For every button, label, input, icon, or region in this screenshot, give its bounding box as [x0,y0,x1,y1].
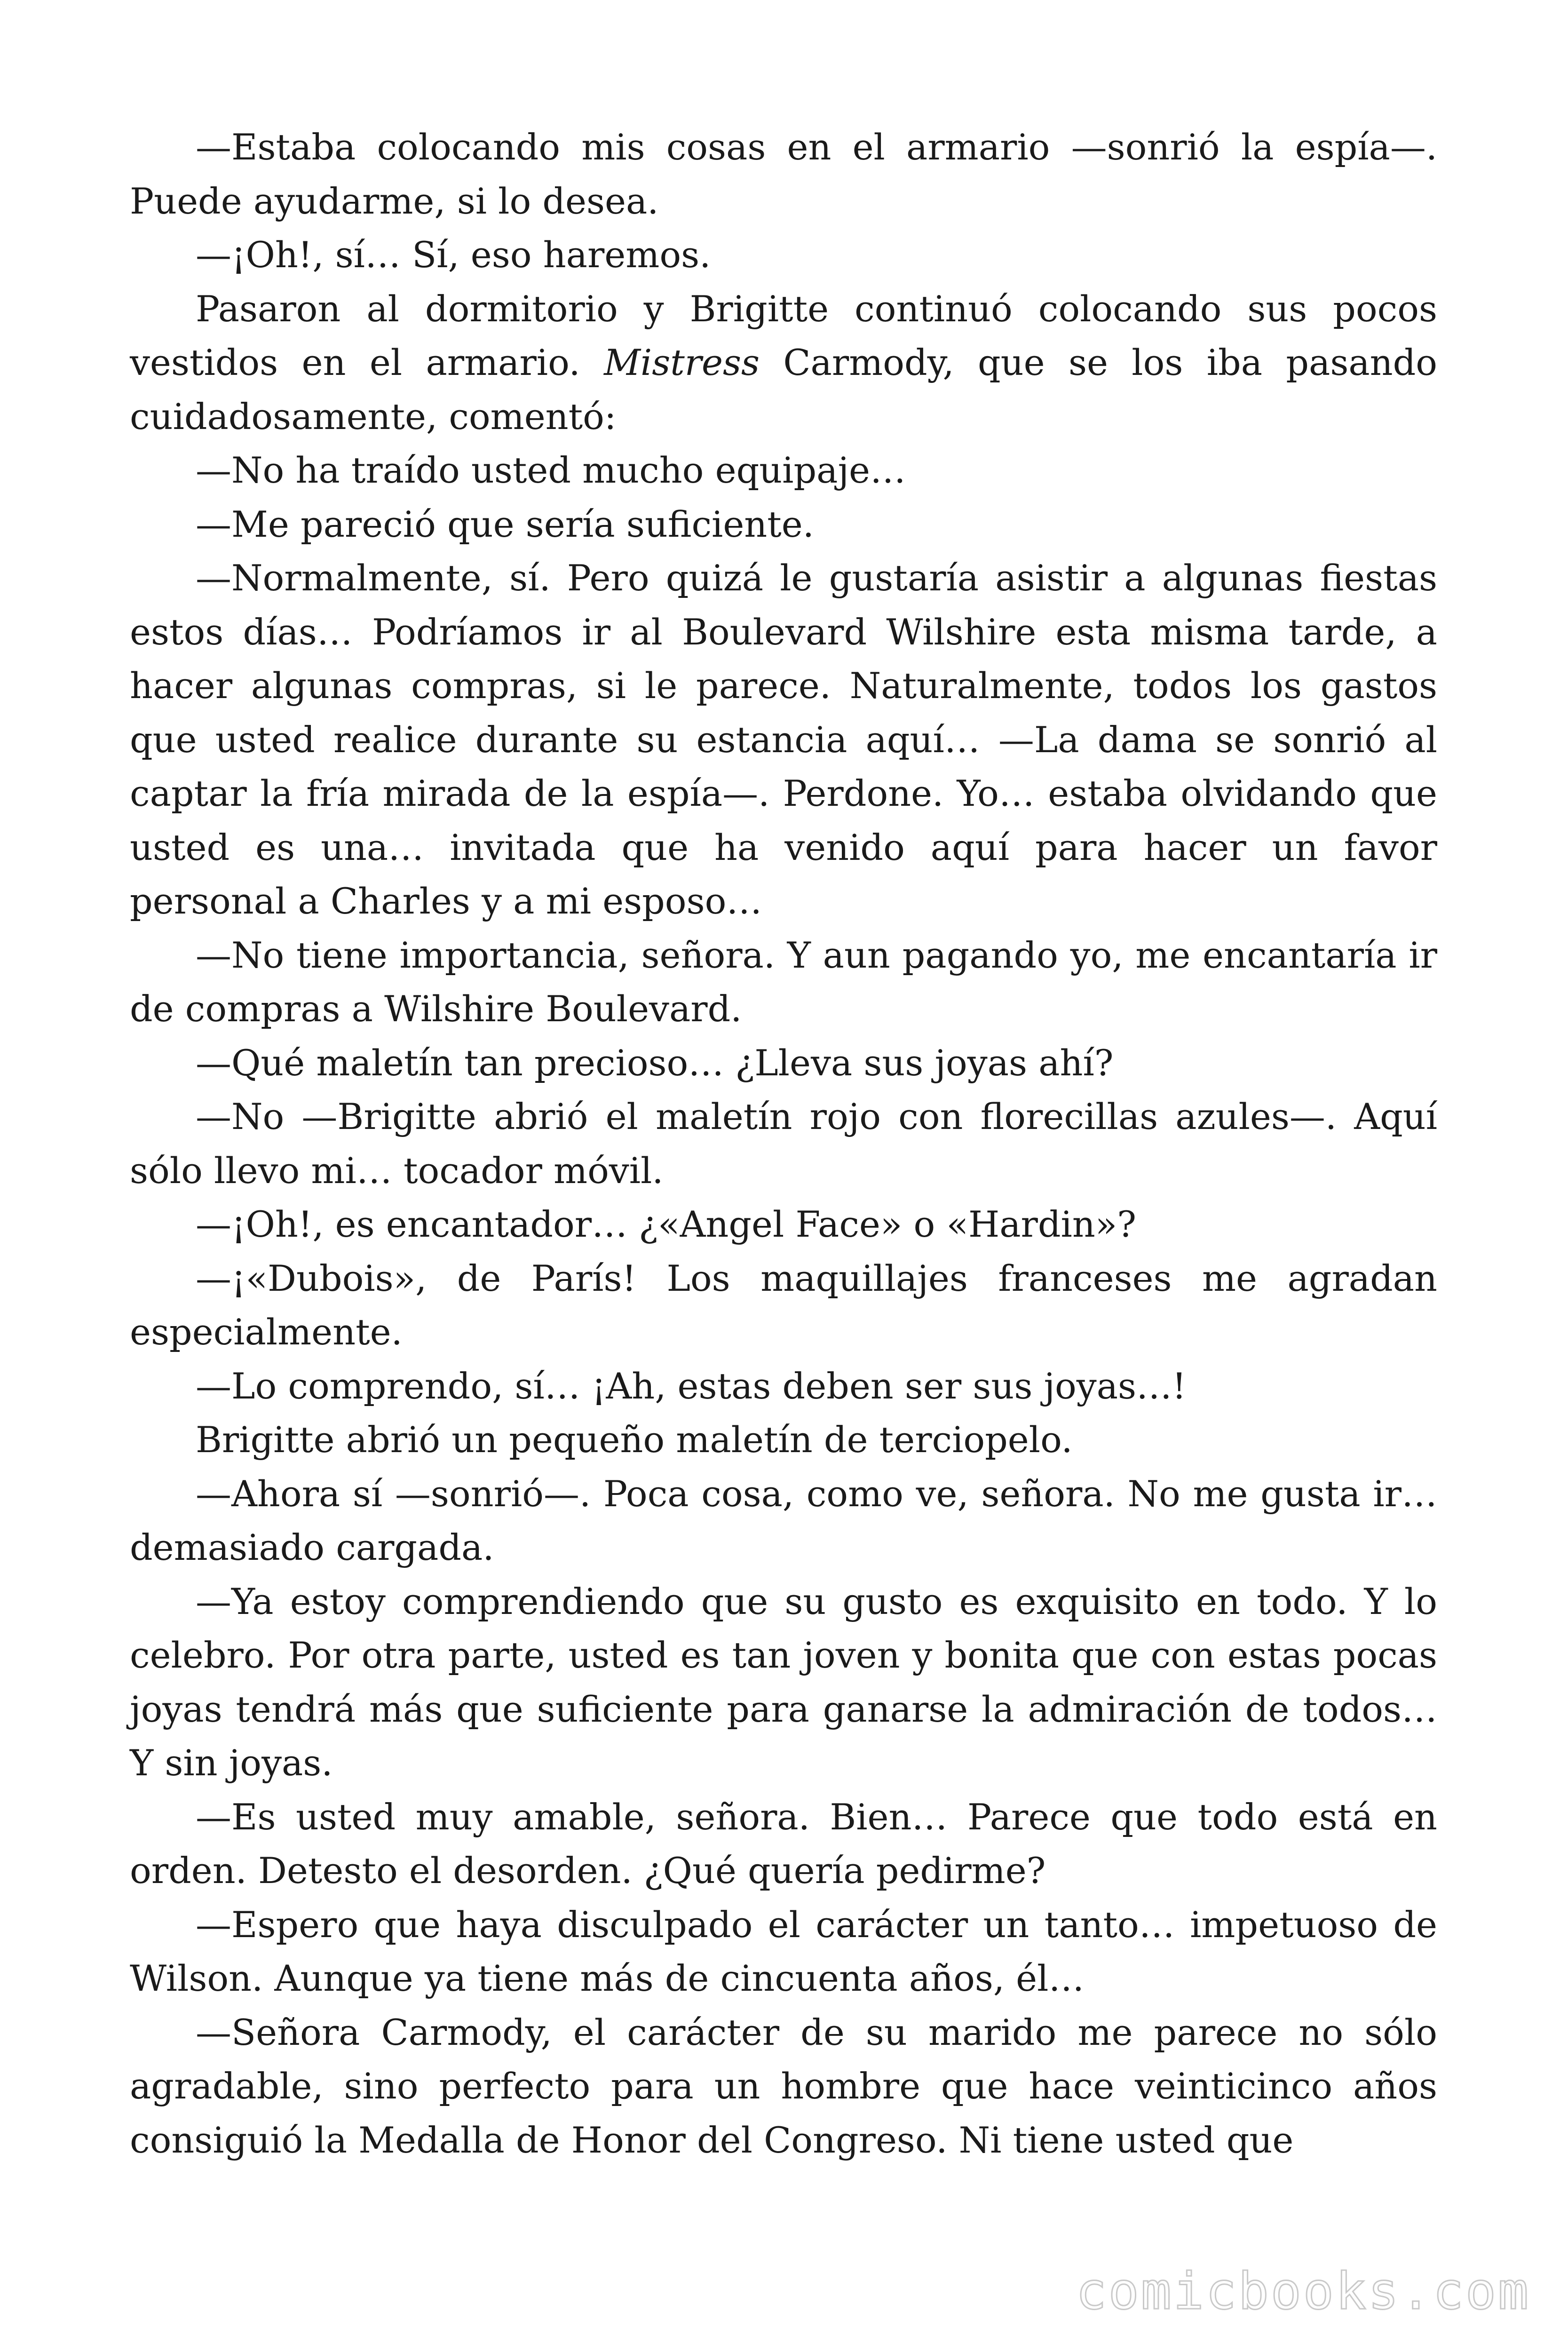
paragraph-18: —Señora Carmody, el carácter de su marido me parece no sólo agradable, sino perfecto para un hombre que hace veinticinco años consiguió la Medalla de Honor del Congreso. Ni tiene usted que [130,2011,1437,2161]
paragraph-2: —¡Oh!, sí… Sí, eso haremos. [196,234,711,276]
paragraph-5: —Me pareció que sería suficiente. [196,503,814,545]
paragraph-17: —Espero que haya disculpado el carácter un tanto… impetuoso de Wilson. Aunque ya tiene más de cincuenta años, él… [130,1903,1437,1999]
watermark-logo: comicbooks.com [1076,2262,1530,2321]
paragraph-12: —Lo comprendo, sí… ¡Ah, estas deben ser sus joyas…! [196,1365,1187,1407]
paragraph-7: —No tiene importancia, señora. Y aun pagando yo, me encantaría ir de compras a Wilshire Boulevard. [130,934,1437,1030]
paragraph-8: —Qué maletín tan precioso… ¿Lleva sus joyas ahí? [196,1041,1114,1084]
paragraph-3-italic-word: Mistress [604,342,760,383]
paragraph-3 [130,282,1437,444]
paragraph-15: —Ya estoy comprendiendo que su gusto es exquisito en todo. Y lo celebro. Por otra parte, usted es tan joven y bonita que con estas pocas joyas tendrá más que suficiente para ganarse la admiración de todos… Y sin joyas. [130,1580,1437,1784]
paragraph-16: —Es usted muy amable, señora. Bien… Parece que todo está en orden. Detesto el desorden. ¿Qué quería pedirme? [130,1796,1437,1891]
paragraph-1: —Estaba colocando mis cosas en el armario —sonrió la espía—. Puede ayudarme, si lo desea. [130,126,1437,222]
paragraph-9: —No —Brigitte abrió el maletín rojo con florecillas azules—. Aquí sólo llevo mi… tocador móvil. [130,1096,1437,1192]
paragraph-3-text-before: Pasaron al dormitorio y Brigitte continuó colocando sus pocos vestidos en el armario. [130,287,1437,383]
paragraph-14: —Ahora sí —sonrió—. Poca cosa, como ve, señora. No me gusta ir… demasiado cargada. [130,1472,1437,1568]
paragraph-4: —No ha traído usted mucho equipaje… [196,449,906,491]
page-body [130,120,1437,2167]
paragraph-3-text-after: Carmody, que se los iba pasando cuidadosamente, comentó: [130,342,1437,437]
paragraph-6: —Normalmente, sí. Pero quizá le gustaría asistir a algunas fiestas estos días… Podríamos ir al Boulevard Wilshire esta misma tarde, a hacer algunas compras, si le parece. Naturalmente, todos los gastos que usted realice durante su estancia aquí… —La dama se sonrió al captar la fría mirada de la espía—. Perdone. Yo… estaba olvidando que usted es una… invitada que ha venido aquí para hacer un favor personal a Charles y a mi esposo… [130,557,1437,922]
paragraph-10: —¡Oh!, es encantador… ¿«Angel Face» o «Hardin»? [196,1203,1137,1245]
paragraph-13: Brigitte abrió un pequeño maletín de terciopelo. [196,1419,1073,1461]
paragraph-11: —¡«Dubois», de París! Los maquillajes franceses me agradan especialmente. [130,1257,1437,1353]
